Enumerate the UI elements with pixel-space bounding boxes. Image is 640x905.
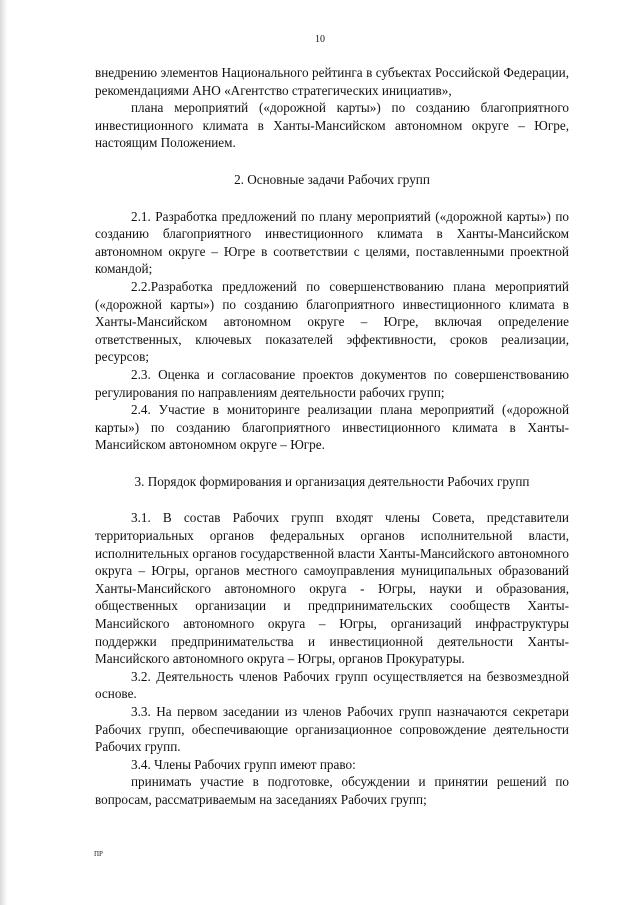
section-3-heading: 3. Порядок формирования и организация деятельности Рабочих групп <box>134 473 530 489</box>
section-3-item-3: 3.3. На первом заседании из членов Рабочих групп назначаются секретари Рабочих групп, обеспечивающие организационное сопровождение деятельности Рабочих групп. <box>95 704 569 755</box>
footer-mark: ПР <box>94 850 103 858</box>
section-3-item-5: принимать участие в подготовке, обсуждении и принятии решений по вопросам, рассматриваемым на заседаниях Рабочих групп; <box>95 774 569 807</box>
section-2-heading: 2. Основные задачи Рабочих групп <box>234 171 430 187</box>
scan-edge-shadow <box>0 0 8 905</box>
section-2-item-2: 2.2.Разработка предложений по совершенствованию плана мероприятий («дорожной карты») по созданию благоприятного инвестиционного климата в Ханты-Мансийском автономном округе – Югре, включая определение ответственных, ключевых показателей эффективности, сроков реализации, ресурсов; <box>95 278 569 365</box>
section-2-item-3: 2.3. Оценка и согласование проектов документов по совершенствованию регулирования по направлениям деятельности рабочих групп; <box>95 366 569 400</box>
section-3-item-2: 3.2. Деятельность членов Рабочих групп осуществляется на безвозмездной основе. <box>95 668 569 702</box>
section-2-item-1: 2.1. Разработка предложений по плану мероприятий («дорожной карты») по созданию благоприятного инвестиционного климата в Ханты-Мансийском автономном округе – Югре в соответствии с целями, поставленными проектной командой; <box>95 208 569 277</box>
section-3-item-1: 3.1. В состав Рабочих групп входят члены Совета, представители территориальных органов федеральных органов исполнительной власти, исполнительных органов государственной власти Ханты-Мансийского автономного округа – Югры, органов местного самоуправления муниципальных образований Ханты-Мансийского автономного округа - Югры, науки и образования, общественных организации и предпринимательских сообществ Ханты-Мансийского автономного округа – Югры, организаций инфраструктуры поддержки предпринимательства и инвестиционной деятельности Ханты-Мансийского автономного округа – Югры, органов Прокуратуры. <box>95 510 569 667</box>
section-2-item-4: 2.4. Участие в мониторинге реализации плана мероприятий («дорожной карты») по созданию благоприятного инвестиционного климата в Ханты-Мансийском автономном округе – Югре. <box>95 402 569 453</box>
intro-paragraph-1: внедрению элементов Национального рейтинга в субъектах Российской Федерации, рекомендациями АНО «Агентство стратегических инициатив», <box>95 65 569 98</box>
intro-paragraph-2: плана мероприятий («дорожной карты») по созданию благоприятного инвестиционного климата в Ханты-Мансийском автономном округе – Югре, настоящим Положением. <box>95 100 569 151</box>
page-number: 10 <box>315 34 325 45</box>
document-body <box>95 64 569 809</box>
section-3-item-4: 3.4. Члены Рабочих групп имеют право: <box>131 756 356 772</box>
